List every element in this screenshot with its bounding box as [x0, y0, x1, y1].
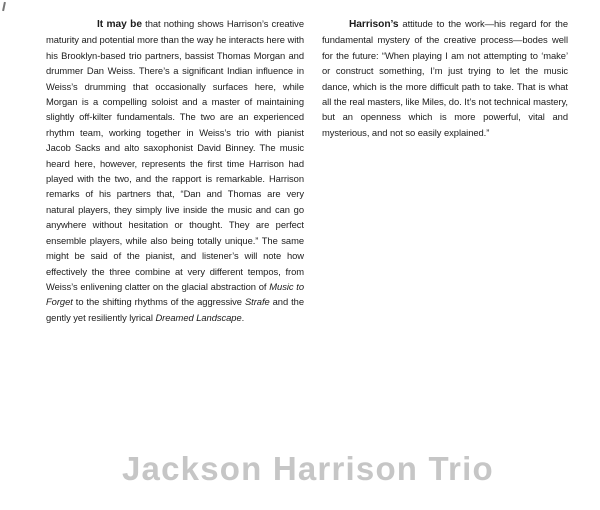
right-lead-word: Harrison’s	[349, 19, 399, 30]
right-body-text: attitude to the work—his regard for the fundamental mystery of the creative process—bodes well for the future: “When playing I am not attempting to ‘make’ or construct something, I’m just trying to let the music dance, which is the more difficult path to take. That is what all the real masters, like Miles, do. It’s not technical mastery, but an openness which is more powerful, vital and mysterious, and not so easily explained.”	[322, 18, 568, 138]
track-title-dreamed-landscape: Dreamed Landscape	[155, 311, 242, 323]
corner-tick-mark	[2, 2, 6, 11]
track-title-strafe: Strafe	[244, 296, 270, 308]
left-body-text-1: that nothing shows Harrison’s creative maturity and potential more than the way he interacts here with his Brooklyn-based trio partners, bassist Thomas Morgan and drummer Dan Weiss. There’s a significant Indian influence in Weiss’s drumming that occasionally surfaces here, while Morgan is a compelling soloist and a master of maintaining slightly off-kilter fundamentals. The two are an experienced rhythm team, working together in Weiss’s trio with pianist Jacob Sacks and alto saxophonist David Binney. The music heard here, however, represents the first time Harrison had played with the two, and the rapport is remarkable. Harrison remarks of his partners that, “Dan and Thomas are very natural players, they simply live inside the music and can go anywhere without hesitation or thought. They are perfect ensemble players, while also being totally unique.” The same might be said of the pianist, and listener’s will note how effectively the three combine at very different tempos, from Weiss’s enlivening clatter on the glacial abstraction of	[46, 18, 304, 292]
left-body-text-4: .	[241, 311, 245, 323]
track-title-music-to-forget: Music to Forget	[46, 280, 305, 308]
band-name-heading: Jackson Harrison Trio	[122, 450, 494, 487]
left-body-text-3: and the gently yet resiliently lyrical	[46, 296, 304, 323]
left-lead-words: It may be	[97, 19, 142, 30]
left-text-column	[46, 16, 304, 325]
left-body-text-2: to the shifting rhythms of the aggressive	[72, 296, 245, 308]
right-text-column	[322, 16, 568, 140]
